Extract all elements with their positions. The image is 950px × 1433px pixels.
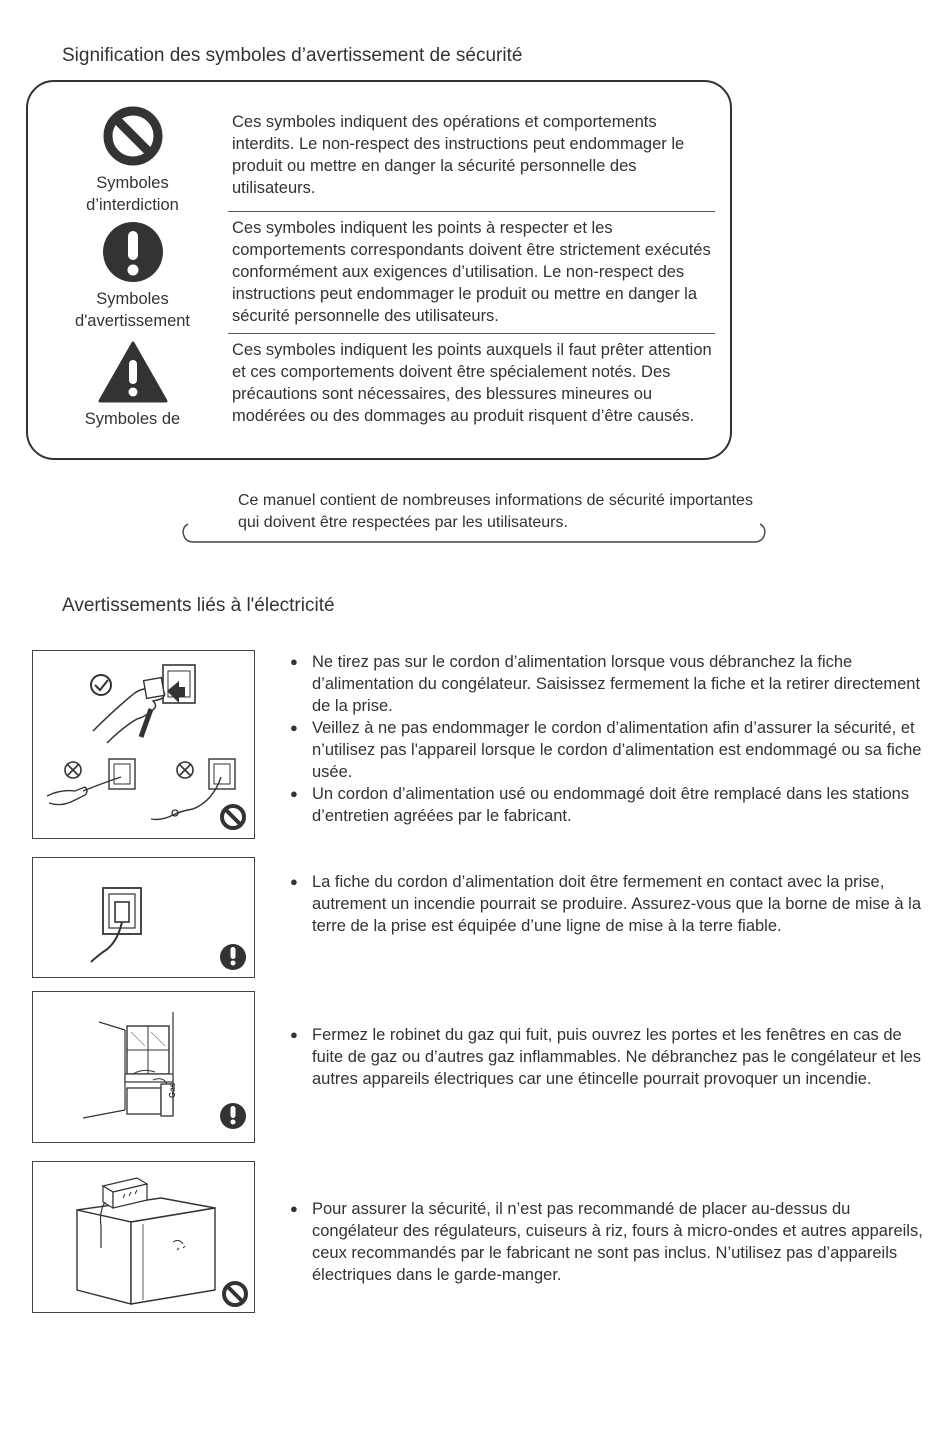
- exclamation-circle-icon: [220, 944, 246, 970]
- bullet-list-appliance-placement: [290, 1198, 930, 1286]
- note-bracket: [180, 520, 768, 544]
- symbol-label-warning: Symboles d'avertissement: [74, 290, 191, 330]
- list-item: ● Veillez à ne pas endommager le cordon d’alimentation afin d’assurer la sécurité, et n’utilisez pas l'appareil lorsque le cordon d’alimentation est endommagé ou sa fiche usée.: [290, 717, 930, 783]
- warning-triangle-icon: [97, 340, 169, 404]
- prohibition-icon: [224, 1283, 246, 1305]
- prohibition-icon: [101, 104, 165, 168]
- safety-note-text: Ce manuel contient de nombreuses informations de sécurité importantes qui doivent être respectées par les utilisateurs.: [238, 492, 753, 531]
- row-divider: [228, 333, 715, 334]
- bullet-list-cord-handling: [290, 651, 930, 827]
- list-item: ● Pour assurer la sécurité, il n’est pas recommandé de placer au-dessus du congélateur des régulateurs, cuiseurs à riz, fours à micro-ondes et autres appareils, ceux recommandés par le fabricant ne sont pas inclus. N’utilisez pas d’appareils électriques dans le garde-manger.: [290, 1198, 930, 1286]
- list-item: ● Ne tirez pas sur le cordon d’alimentation lorsque vous débranchez la fiche d’alimentation du congélateur. Saisissez fermement la fiche et la retirer directement de la prise.: [290, 651, 930, 717]
- symbol-description-prohibition: Ces symboles indiquent des opérations et comportements interdits. Le non-respect des instructions peut endommager le produit ou mettre en danger la sécurité personnelle des utilisateurs.: [232, 113, 685, 197]
- prohibition-icon: [222, 806, 244, 828]
- symbol-label-caution: Symboles de: [84, 410, 181, 428]
- section-title-safety-symbols: Signification des symboles d’avertissement de sécurité: [62, 45, 523, 66]
- bullet-list-gas-leak: [290, 1024, 930, 1090]
- symbol-legend-box: [26, 80, 732, 460]
- list-item: ● Fermez le robinet du gaz qui fuit, puis ouvrez les portes et les fenêtres en cas de fuite de gaz ou d’autres gaz inflammables. Ne débranchez pas le congélateur et les autres appareils électriques car une étincelle pourrait provoquer un incendie.: [290, 1024, 930, 1090]
- plug-removal-illustration: [32, 650, 255, 839]
- exclamation-circle-icon: [220, 1103, 246, 1129]
- safety-note: [180, 490, 770, 550]
- list-item: ● La fiche du cordon d’alimentation doit être fermement en contact avec la prise, autrement un incendie pourrait se produire. Assurez-vous que la borne de mise à la terre de la prise est équipée d’une ligne de mise à la terre fiable.: [290, 871, 930, 937]
- symbol-description-caution: Ces symboles indiquent les points auxquels il faut prêter attention et ces comportements doivent être spécialement notés. Des précautions sont nécessaires, des blessures mineures ou modérées ou des dommages au produit risquent d’être causés.: [232, 341, 712, 425]
- gas-label: Gas: [168, 1082, 177, 1098]
- section-title-electricity-warnings: Avertissements liés à l'électricité: [62, 595, 335, 616]
- bullet-list-socket-contact: [290, 871, 930, 937]
- row-divider: [228, 211, 715, 212]
- gas-leak-window-illustration: [32, 991, 255, 1143]
- list-item: ● Un cordon d’alimentation usé ou endommagé doit être remplacé dans les stations d’entretien agréées par le fabricant.: [290, 783, 930, 827]
- appliance-on-freezer-illustration: [32, 1161, 255, 1313]
- exclamation-circle-icon: [101, 220, 165, 284]
- wall-socket-illustration: [32, 857, 255, 978]
- symbol-label-prohibition: Symboles d’interdiction: [86, 174, 179, 214]
- symbol-description-warning: Ces symboles indiquent les points à respecter et les comportements correspondants doivent être strictement exécutés conformément aux exigences d’utilisation. Le non-respect des instructions peut endommager le produit ou mettre en danger la sécurité personnelle des utilisateurs.: [232, 219, 711, 325]
